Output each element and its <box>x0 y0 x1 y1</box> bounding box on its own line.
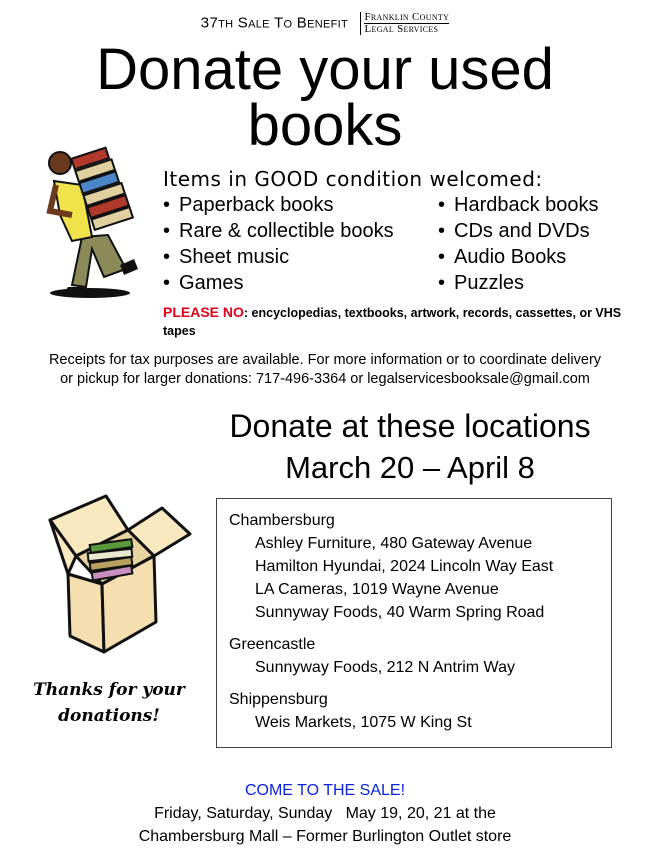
page-title <box>0 37 650 158</box>
location-item: LA Cameras, 1019 Wayne Avenue <box>255 581 499 598</box>
sale-number-text: 37th Sale To Benefit <box>200 14 349 32</box>
sale-info <box>0 779 650 848</box>
location-item: Ashley Furniture, 480 Gateway Avenue <box>255 535 533 552</box>
town-group <box>229 633 599 679</box>
list-item: • Rare & collectible books <box>163 219 438 243</box>
donation-dates: March 20 – April 8 <box>285 450 535 485</box>
location-item: Sunnyway Foods, 40 Warm Spring Road <box>255 604 545 621</box>
sale-call-to-action: COME TO THE SALE! <box>244 782 406 799</box>
list-item: • Paperback books <box>163 193 438 217</box>
locations-heading <box>205 405 615 489</box>
title-line-2: books <box>247 93 403 158</box>
list-item: • Puzzles <box>438 271 633 295</box>
sale-dates: Friday, Saturday, Sunday May 19, 20, 21 at the <box>154 805 496 822</box>
accepted-items-list <box>163 193 633 295</box>
thanks-line-1: Thanks for your <box>33 680 185 700</box>
legal-services-logo <box>360 12 449 35</box>
list-item: • Hardback books <box>438 193 633 217</box>
location-item: Hamilton Hyundai, 2024 Lincoln Way East <box>255 558 554 575</box>
accepted-items-heading: Items in GOOD condition welcomed: <box>163 167 543 191</box>
locations-title: Donate at these locations <box>229 408 591 444</box>
list-item: • Sheet music <box>163 245 438 269</box>
location-item: Weis Markets, 1075 W King St <box>255 714 472 731</box>
thanks-line-2: donations! <box>58 706 160 726</box>
please-no-label: PLEASE NO <box>163 304 244 320</box>
town-name: Shippensburg <box>229 691 328 708</box>
book-donation-box-icon <box>44 490 194 655</box>
location-item: Sunnyway Foods, 212 N Antrim Way <box>255 659 515 676</box>
receipts-line-1: Receipts for tax purposes are available. For more information or to coordinate delivery <box>48 352 602 368</box>
list-item: • CDs and DVDs <box>438 219 633 243</box>
locations-box <box>216 498 612 748</box>
town-group <box>229 688 599 734</box>
town-group <box>229 509 599 624</box>
thanks-message <box>24 677 194 729</box>
list-item: • Audio Books <box>438 245 633 269</box>
logo-line-2: Legal Services <box>364 23 449 35</box>
sale-location: Chambersburg Mall – Former Burlington Outlet store <box>138 828 512 845</box>
not-accepted-notice <box>163 303 623 340</box>
town-name: Greencastle <box>229 636 316 653</box>
list-item: • Games <box>163 271 438 295</box>
receipts-info <box>20 351 630 389</box>
logo-line-1: Franklin County <box>364 11 450 23</box>
not-accepted-text: : encyclopedias, textbooks, artwork, records, cassettes, or VHS tapes <box>163 306 622 338</box>
title-line-1: Donate your used <box>96 37 554 102</box>
town-name: Chambersburg <box>229 512 335 529</box>
man-carrying-books-icon <box>42 145 142 300</box>
receipts-line-2: or pickup for larger donations: 717-496-3364 or legalservicesbooksale@gmail.com <box>60 371 590 387</box>
sale-header <box>0 12 650 35</box>
